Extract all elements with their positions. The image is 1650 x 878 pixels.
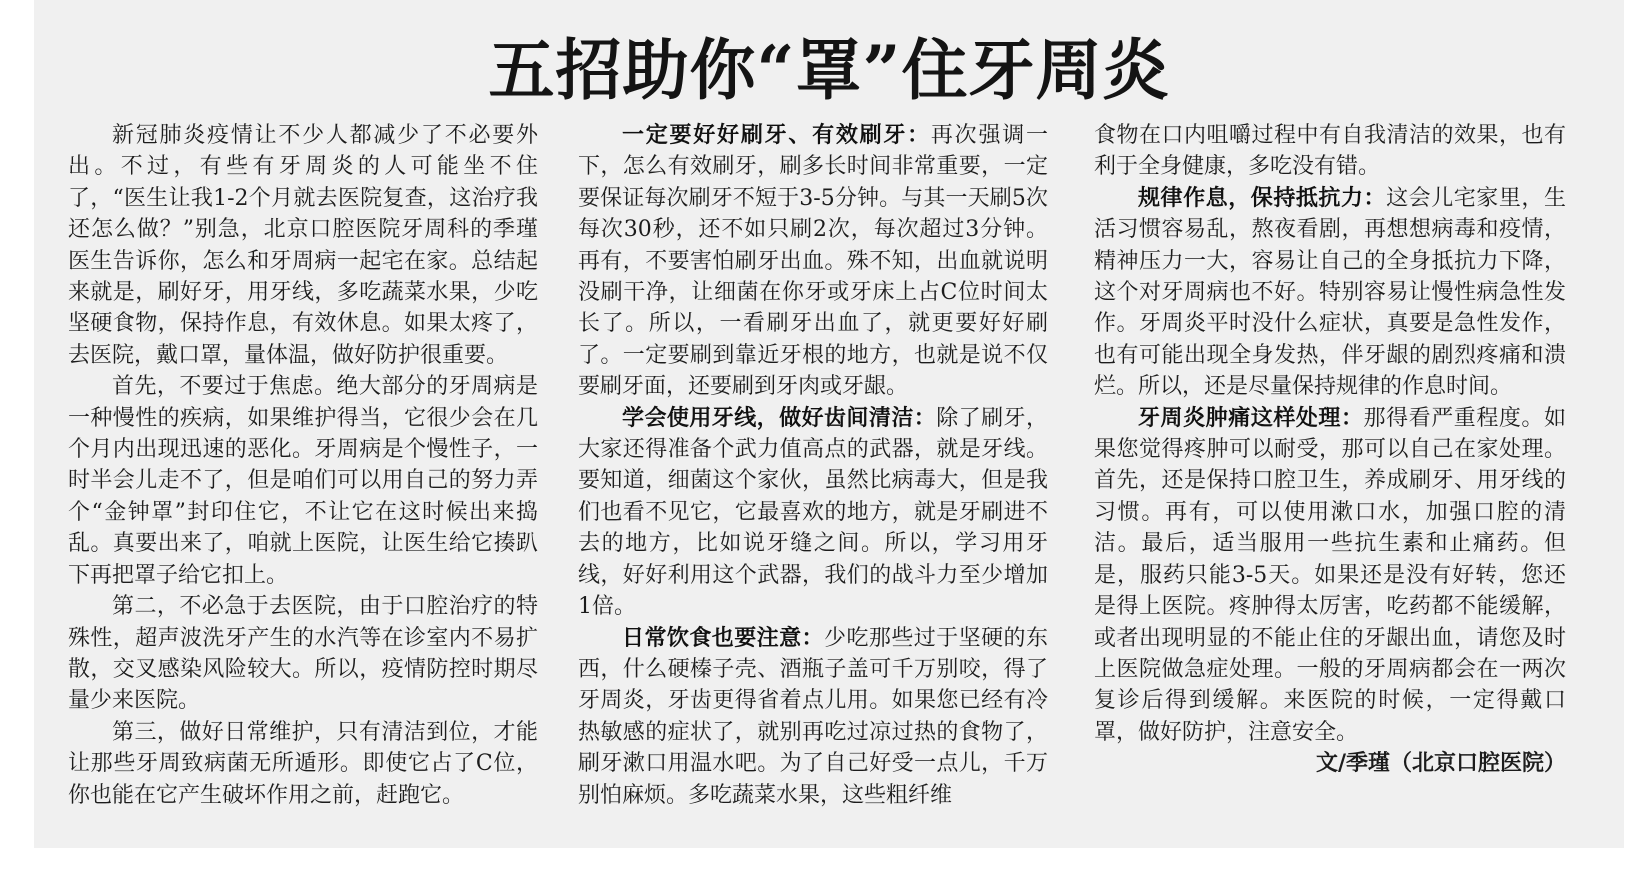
- paragraph: [578, 120, 1048, 403]
- paragraph: [68, 717, 538, 811]
- paragraph-text: 这会儿宅家里，生活习惯容易乱，熬夜看剧，再想想病毒和疫情，精神压力一大，容易让自己的全身抵抗力下降，这个对牙周病也不好。特别容易让慢性病急性发作。牙周炎平时没什么症状，真要是急性发作，也有可能出现全身发热，伴牙龈的剧烈疼痛和溃烂。所以，还是尽量保持规律的作息时间。: [1094, 185, 1566, 400]
- paragraph-text: 除了刷牙，大家还得准备个武力值高点的武器，就是牙线。要知道，细菌这个家伙，虽然比病毒大，但是我们也看不见它，它最喜欢的地方，就是牙刷进不去的地方，比如说牙缝之间。所以，学习用牙线，好好利用这个武器，我们的战斗力至少增加1倍。: [578, 405, 1048, 620]
- paragraph: [1094, 183, 1566, 403]
- paragraph: [578, 623, 1048, 811]
- paragraph-text: 再次强调一下，怎么有效刷牙，刷多长时间非常重要，一定要保证每次刷牙不短于3-5分钟。与其一天刷5次每次30秒，还不如只刷2次，每次超过3分钟。再有，不要害怕刷牙出血。殊不知，出血就说明没刷干净，让细菌在你牙或牙床上占C位时间太长了。所以，一看刷牙出血了，就更要好好刷了。一定要刷到靠近牙根的地方，也就是说不仅要刷牙面，还要刷到牙肉或牙龈。: [578, 123, 1048, 400]
- newspaper-clipping: [34, 0, 1624, 848]
- paragraph-text: 少吃那些过于坚硬的东西，什么硬榛子壳、酒瓶子盖可千万别咬，得了牙周炎，牙齿更得省着点儿用。如果您已经有冷热敏感的症状了，就别再吃过凉过热的食物了，刷牙漱口用温水吧。为了自己好受一点儿，千万别怕麻烦。多吃蔬菜水果，这些粗纤维: [578, 625, 1048, 808]
- column-1: [68, 120, 538, 811]
- section-heading: 牙周炎肿痛这样处理：: [1138, 404, 1364, 431]
- paragraph-text: 第二，不必急于去医院，由于口腔治疗的特殊性，超声波洗牙产生的水汽等在诊室内不易扩散，交叉感染风险较大。所以，疫情防控时期尽量少来医院。: [68, 594, 538, 714]
- paragraph-text: 第三，做好日常维护，只有清洁到位，才能让那些牙周致病菌无所遁形。即使它占了C位，你也能在它产生破坏作用之前，赶跑它。: [68, 719, 538, 808]
- column-2: [578, 120, 1048, 811]
- paragraph-text: 食物在口内咀嚼过程中有自我清洁的效果，也有利于全身健康，多吃没有错。: [1094, 123, 1566, 180]
- paragraph: [68, 591, 538, 717]
- author-byline: 文/季瑾（北京口腔医院）: [1315, 750, 1566, 777]
- section-heading: 规律作息，保持抵抗力：: [1138, 184, 1387, 211]
- section-heading: 一定要好好刷牙、有效刷牙：: [622, 122, 931, 148]
- article-title: 五招助你“罩”住牙周炎: [488, 31, 1170, 109]
- paragraph-text: 首先，不要过于焦虑。绝大部分的牙周病是一种慢性的疾病，如果维护得当，它很少会在几个月内出现迅速的恶化。牙周病是个慢性子，一时半会儿走不了，但是咱们可以用自己的努力弄个“金钟罩”封印住它，不让它在这时候出来捣乱。真要出来了，咱就上医院，让医生给它揍趴下再把罩子给它扣上。: [68, 374, 538, 588]
- paragraph: [68, 371, 538, 591]
- column-3: [1094, 120, 1566, 780]
- paragraph: [578, 403, 1048, 623]
- paragraph: [1094, 403, 1566, 748]
- paragraph: [68, 120, 538, 371]
- section-heading: 日常饮食也要注意：: [622, 624, 824, 651]
- paragraph-continuation: [1094, 120, 1566, 183]
- paragraph-text: 那得看严重程度。如果您觉得疼肿可以耐受，那可以自己在家处理。首先，还是保持口腔卫生，养成刷牙、用牙线的习惯。再有，可以使用漱口水，加强口腔的清洁。最后，适当服用一些抗生素和止痛药。但是，服药只能3-5天。如果还是没有好转，您还是得上医院。疼肿得太厉害，吃药都不能缓解，或者出现明显的不能止住的牙龈出血，请您及时上医院做急症处理。一般的牙周病都会在一两次复诊后得到缓解。来医院的时候，一定得戴口罩，做好防护，注意安全。: [1094, 405, 1566, 745]
- paragraph-text: 新冠肺炎疫情让不少人都减少了不必要外出。不过，有些有牙周炎的人可能坐不住了，“医生让我1-2个月就去医院复查，这治疗我还怎么做？”别急，北京口腔医院牙周科的季瑾医生告诉你，怎么和牙周病一起宅在家。总结起来就是，刷好牙，用牙线，多吃蔬菜水果，少吃坚硬食物，保持作息，有效休息。如果太疼了，去医院，戴口罩，量体温，做好防护很重要。: [68, 123, 538, 368]
- section-heading: 学会使用牙线，做好齿间清洁：: [622, 404, 937, 431]
